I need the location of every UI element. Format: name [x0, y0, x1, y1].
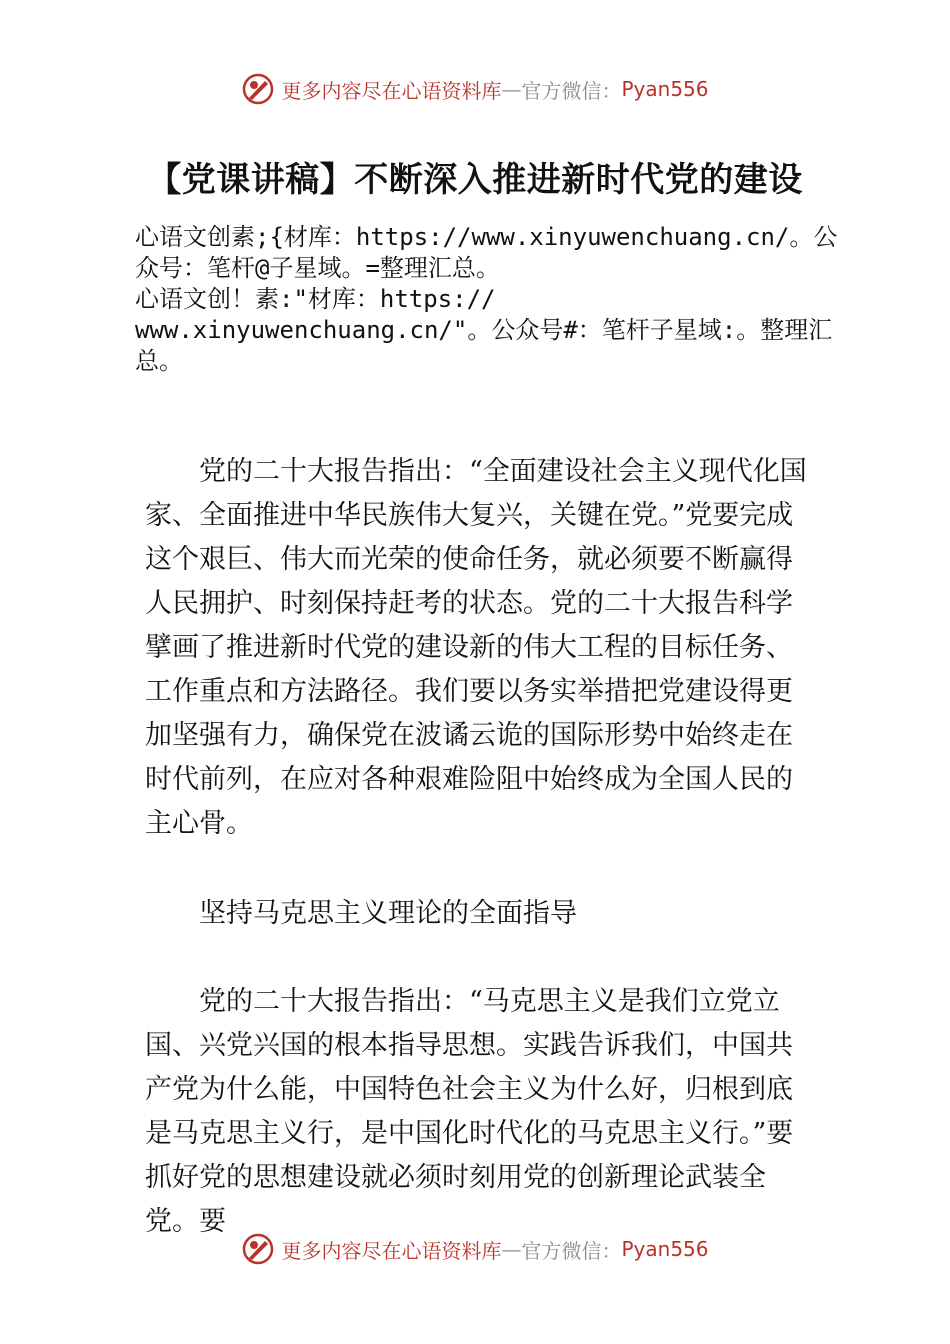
banner-promo-text: 更多内容尽在心语资料库: [281, 78, 502, 103]
header-banner: [0, 72, 950, 106]
meta-line-3: www.xinyuwenchuang.cn/"。公众号#：笔杆子星域:。整理汇总。: [135, 316, 833, 375]
quill-circle-icon: [241, 1232, 275, 1266]
body-paragraph-1: [145, 450, 815, 846]
quill-circle-icon: [241, 72, 275, 106]
source-meta: [135, 222, 855, 377]
banner-separator: —: [501, 77, 522, 101]
meta-line-2: 心语文创！素:"材库：https://: [135, 285, 496, 313]
banner-wechat-handle: Pyan556: [621, 1237, 709, 1261]
banner-wechat-handle: Pyan556: [621, 77, 709, 101]
banner-wechat-label: 官方微信：: [521, 1238, 622, 1263]
meta-line-1: 心语文创素;{材库：https://www.xinyuwenchuang.cn/。公众号：笔杆@子星域。=整理汇总。: [135, 223, 838, 282]
paragraph-text: 党的二十大报告指出：“全面建设社会主义现代化国家、全面推进中华民族伟大复兴，关键在党。”党要完成这个艰巨、伟大而光荣的使命任务，就必须要不断赢得人民拥护、时刻保持赶考的状态。党的二十大报告科学擘画了推进新时代党的建设新的伟大工程的目标任务、工作重点和方法路径。我们要以务实举措把党建设得更加坚强有力，确保党在波谲云诡的国际形势中始终走在时代前列，在应对各种艰难险阻中始终成为全国人民的主心骨。: [145, 456, 807, 839]
paragraph-text: 党的二十大报告指出：“马克思主义是我们立党立国、兴党兴国的根本指导思想。实践告诉我们，中国共产党为什么能，中国特色社会主义为什么好，归根到底是马克思主义行，是中国化时代化的马克思主义行。”要抓好党的思想建设就必须时刻用党的创新理论武装全党。要: [145, 986, 794, 1237]
document-title: 【党课讲稿】不断深入推进新时代党的建设: [147, 160, 803, 200]
body-paragraph-2: [145, 980, 815, 1244]
section-heading-text: 坚持马克思主义理论的全面指导: [199, 898, 577, 929]
section-heading: [145, 892, 815, 936]
banner-separator: —: [501, 1237, 522, 1261]
footer-banner: [0, 1232, 950, 1266]
banner-wechat-label: 官方微信：: [521, 78, 622, 103]
banner-promo-text: 更多内容尽在心语资料库: [281, 1238, 502, 1263]
